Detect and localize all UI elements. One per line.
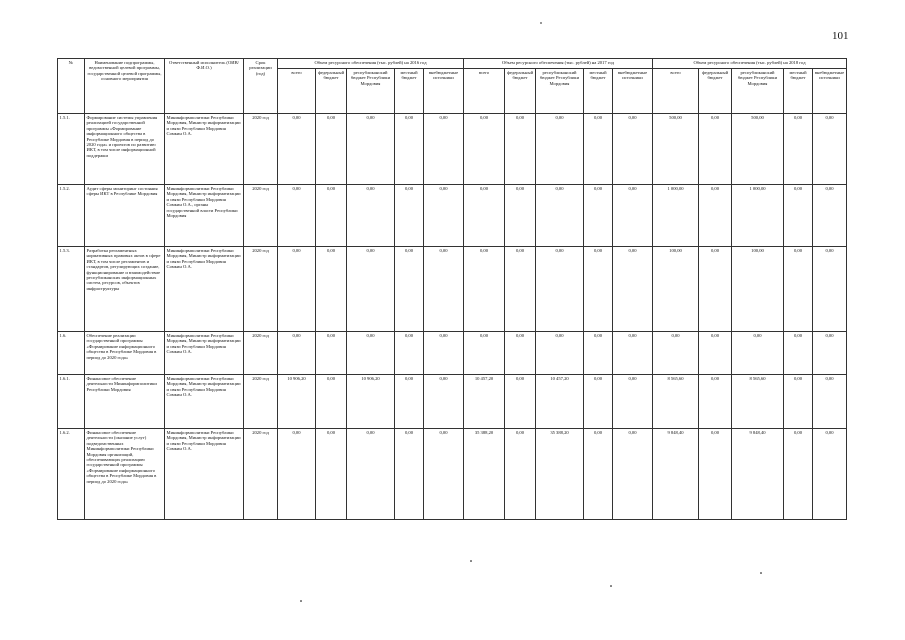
cell-2018-extra: 0,00 — [813, 114, 847, 185]
cell-2016-republic: 10 906,20 — [347, 375, 395, 429]
cell-2016-local: 0,00 — [395, 375, 424, 429]
cell-2016-extra: 0,00 — [424, 114, 464, 185]
cell-2016-local: 0,00 — [395, 332, 424, 375]
row-name: Аудит сферы мониторинг состояния сферы ИКТ в Республике Мордовия — [85, 185, 165, 247]
row-term: 2020 год — [244, 429, 278, 520]
cell-2018-federal: 0,00 — [699, 114, 732, 185]
table-row — [58, 247, 847, 332]
cell-2017-federal: 0,00 — [505, 114, 536, 185]
cell-2018-federal: 0,00 — [699, 332, 732, 375]
cell-2018-republic: 500,00 — [732, 114, 784, 185]
row-term: 2020 год — [244, 185, 278, 247]
cell-2018-local: 0,00 — [784, 375, 813, 429]
cell-2016-federal: 0,00 — [316, 247, 347, 332]
scan-speck — [540, 22, 542, 24]
cell-2017-total: 0,00 — [464, 114, 505, 185]
row-term: 2020 год — [244, 114, 278, 185]
cell-2017-total: 0,00 — [464, 247, 505, 332]
cell-2018-total: 100,00 — [653, 247, 699, 332]
row-responsible: Мининформполитики Республики Мордовия, Министр информатизации и связи Республики Мордовия Сомкин О.А. — [165, 332, 244, 375]
cell-2017-republic: 10 457,20 — [536, 375, 584, 429]
row-number: 1.6.2. — [58, 429, 85, 520]
cell-2018-extra: 0,00 — [813, 247, 847, 332]
cell-2018-total: 0,00 — [653, 332, 699, 375]
header-sub-federal: федеральный бюджет — [316, 69, 347, 114]
budget-table — [57, 58, 847, 520]
table-row — [58, 375, 847, 429]
table-row — [58, 185, 847, 247]
cell-2017-extra: 0,00 — [613, 375, 653, 429]
cell-2018-republic: 1 000,00 — [732, 185, 784, 247]
cell-2017-total: 10 457,20 — [464, 375, 505, 429]
cell-2018-republic: 100,00 — [732, 247, 784, 332]
row-number: 1.5.3. — [58, 247, 85, 332]
header-sub-local: местный бюджет — [584, 69, 613, 114]
cell-2018-extra: 0,00 — [813, 185, 847, 247]
cell-2016-total: 10 906,20 — [278, 375, 316, 429]
cell-2016-republic: 0,00 — [347, 247, 395, 332]
cell-2018-extra: 0,00 — [813, 429, 847, 520]
page-number: 101 — [832, 30, 849, 42]
row-number: 1.6. — [58, 332, 85, 375]
scan-speck — [760, 572, 762, 574]
cell-2017-extra: 0,00 — [613, 332, 653, 375]
cell-2018-local: 0,00 — [784, 332, 813, 375]
cell-2016-extra: 0,00 — [424, 429, 464, 520]
header-sub-extra: внебюджетные источники — [813, 69, 847, 114]
row-name: Финансовое обеспечение деятельности Мининформполитики Республики Мордовия — [85, 375, 165, 429]
cell-2018-total: 500,00 — [653, 114, 699, 185]
cell-2018-republic: 0,00 — [732, 332, 784, 375]
cell-2016-total: 0,00 — [278, 429, 316, 520]
cell-2018-local: 0,00 — [784, 429, 813, 520]
cell-2018-federal: 0,00 — [699, 429, 732, 520]
cell-2018-republic: 9 848,40 — [732, 429, 784, 520]
header-row-top — [58, 59, 847, 69]
row-number: 1.6.1. — [58, 375, 85, 429]
cell-2016-total: 0,00 — [278, 332, 316, 375]
cell-2016-republic: 0,00 — [347, 332, 395, 375]
header-no: № — [58, 59, 85, 114]
header-sub-total: всего — [653, 69, 699, 114]
cell-2017-federal: 0,00 — [505, 247, 536, 332]
cell-2018-local: 0,00 — [784, 185, 813, 247]
cell-2018-republic: 8 565,60 — [732, 375, 784, 429]
header-sub-extra: внебюджетные источники — [424, 69, 464, 114]
cell-2018-total: 8 565,60 — [653, 375, 699, 429]
cell-2016-total: 0,00 — [278, 185, 316, 247]
cell-2016-republic: 0,00 — [347, 429, 395, 520]
table-row — [58, 332, 847, 375]
row-term: 2020 год — [244, 332, 278, 375]
header-responsible: Ответственный исполнитель (ОИВ/Ф.И.О.) — [165, 59, 244, 114]
cell-2016-local: 0,00 — [395, 185, 424, 247]
cell-2017-federal: 0,00 — [505, 332, 536, 375]
cell-2017-local: 0,00 — [584, 332, 613, 375]
cell-2016-extra: 0,00 — [424, 185, 464, 247]
cell-2017-federal: 0,00 — [505, 429, 536, 520]
header-sub-republic: республиканский бюджет Республики Мордовия — [732, 69, 784, 114]
cell-2017-federal: 0,00 — [505, 375, 536, 429]
cell-2017-local: 0,00 — [584, 185, 613, 247]
row-number: 1.5.1. — [58, 114, 85, 185]
row-name: Финансовое обеспечение деятельности (оказание услуг) подведомственных Мининформполитики Республики Мордовия организаций, обеспечивающих реализацию государственной программы «Формирование информационного общества в Республике Мордовия в период до 2020 года» — [85, 429, 165, 520]
row-responsible: Мининформполитики Республики Мордовия, Министр информатизации и связи Республики Мордовия Сомкин О.А. — [165, 375, 244, 429]
cell-2016-local: 0,00 — [395, 247, 424, 332]
cell-2016-republic: 0,00 — [347, 185, 395, 247]
cell-2016-extra: 0,00 — [424, 375, 464, 429]
table-row — [58, 429, 847, 520]
row-name: Обеспечение реализации государственной программы «Формирование информационного общества в Республике Мордовия в период до 2020 года» — [85, 332, 165, 375]
cell-2017-total: 35 388,20 — [464, 429, 505, 520]
cell-2016-federal: 0,00 — [316, 375, 347, 429]
row-name: Разработка регламентных нормативных правовых актов в сфере ИКТ, в том числе регламентов и стандартов, регулирующих создание, функционирование и взаимодействие республиканских информационных систем, ресурсов, объектов инфраструктуры — [85, 247, 165, 332]
cell-2017-local: 0,00 — [584, 375, 613, 429]
header-group-2018: Объем ресурсного обеспечения (тыс. рублей) на 2018 год — [653, 59, 847, 69]
cell-2017-total: 0,00 — [464, 332, 505, 375]
cell-2016-federal: 0,00 — [316, 429, 347, 520]
cell-2017-extra: 0,00 — [613, 429, 653, 520]
row-term: 2020 год — [244, 375, 278, 429]
cell-2016-federal: 0,00 — [316, 114, 347, 185]
cell-2016-extra: 0,00 — [424, 247, 464, 332]
cell-2016-total: 0,00 — [278, 247, 316, 332]
cell-2017-total: 0,00 — [464, 185, 505, 247]
header-group-2017: Объем ресурсного обеспечения (тыс. рублей) на 2017 год — [464, 59, 653, 69]
scan-speck — [610, 585, 612, 587]
cell-2016-total: 0,00 — [278, 114, 316, 185]
cell-2018-federal: 0,00 — [699, 375, 732, 429]
row-responsible: Мининформполитики Республики Мордовия, Министр информатизации и связи Республики Мордовия Сомкин О.А. — [165, 247, 244, 332]
header-sub-republic: республиканский бюджет Республики Мордовия — [347, 69, 395, 114]
cell-2016-republic: 0,00 — [347, 114, 395, 185]
header-sub-republic: республиканский бюджет Республики Мордовия — [536, 69, 584, 114]
header-sub-extra: внебюджетные источники — [613, 69, 653, 114]
cell-2017-extra: 0,00 — [613, 185, 653, 247]
scan-speck — [300, 600, 302, 602]
cell-2018-total: 9 848,40 — [653, 429, 699, 520]
header-group-2016: Объем ресурсного обеспечения (тыс. рублей) на 2016 год — [278, 59, 464, 69]
cell-2017-extra: 0,00 — [613, 247, 653, 332]
header-name: Наименование подпрограммы, ведомственной целевой программы, государственной целевой программы, основного мероприятия — [85, 59, 165, 114]
cell-2018-local: 0,00 — [784, 247, 813, 332]
row-name: Формирование системы управления реализацией государственной программы «Формирование информационного общества в Республике Мордовия в период до 2020 года» и проектов по развитию ИКТ, в том числе информационной поддержки — [85, 114, 165, 185]
row-term: 2020 год — [244, 247, 278, 332]
cell-2017-local: 0,00 — [584, 247, 613, 332]
cell-2018-extra: 0,00 — [813, 332, 847, 375]
cell-2018-local: 0,00 — [784, 114, 813, 185]
cell-2018-federal: 0,00 — [699, 185, 732, 247]
cell-2017-extra: 0,00 — [613, 114, 653, 185]
table-row — [58, 114, 847, 185]
cell-2016-local: 0,00 — [395, 429, 424, 520]
row-responsible: Мининформполитики Республики Мордовия, Министр информатизации и связи Республики Мордовия Сомкин О.А., органы государственной власти Республики Мордовия — [165, 185, 244, 247]
row-responsible: Мининформполитики Республики Мордовия, Министр информатизации и связи Республики Мордовия Сомкин О.А. — [165, 114, 244, 185]
cell-2017-republic: 0,00 — [536, 114, 584, 185]
cell-2016-federal: 0,00 — [316, 332, 347, 375]
row-number: 1.5.2. — [58, 185, 85, 247]
header-sub-federal: федеральный бюджет — [699, 69, 732, 114]
header-sub-total: всего — [278, 69, 316, 114]
cell-2018-total: 1 000,00 — [653, 185, 699, 247]
cell-2017-local: 0,00 — [584, 429, 613, 520]
header-sub-federal: федеральный бюджет — [505, 69, 536, 114]
cell-2016-federal: 0,00 — [316, 185, 347, 247]
cell-2016-local: 0,00 — [395, 114, 424, 185]
row-responsible: Мининформполитики Республики Мордовия, Министр информатизации и связи Республики Мордовия Сомкин О.А. — [165, 429, 244, 520]
cell-2017-local: 0,00 — [584, 114, 613, 185]
header-sub-local: местный бюджет — [395, 69, 424, 114]
cell-2016-extra: 0,00 — [424, 332, 464, 375]
cell-2017-republic: 0,00 — [536, 247, 584, 332]
cell-2017-republic: 0,00 — [536, 185, 584, 247]
header-sub-total: всего — [464, 69, 505, 114]
header-sub-local: местный бюджет — [784, 69, 813, 114]
header-term: Срок реализации (год) — [244, 59, 278, 114]
cell-2017-federal: 0,00 — [505, 185, 536, 247]
cell-2017-republic: 35 388,20 — [536, 429, 584, 520]
scan-speck — [470, 560, 472, 562]
cell-2017-republic: 0,00 — [536, 332, 584, 375]
cell-2018-federal: 0,00 — [699, 247, 732, 332]
cell-2018-extra: 0,00 — [813, 375, 847, 429]
